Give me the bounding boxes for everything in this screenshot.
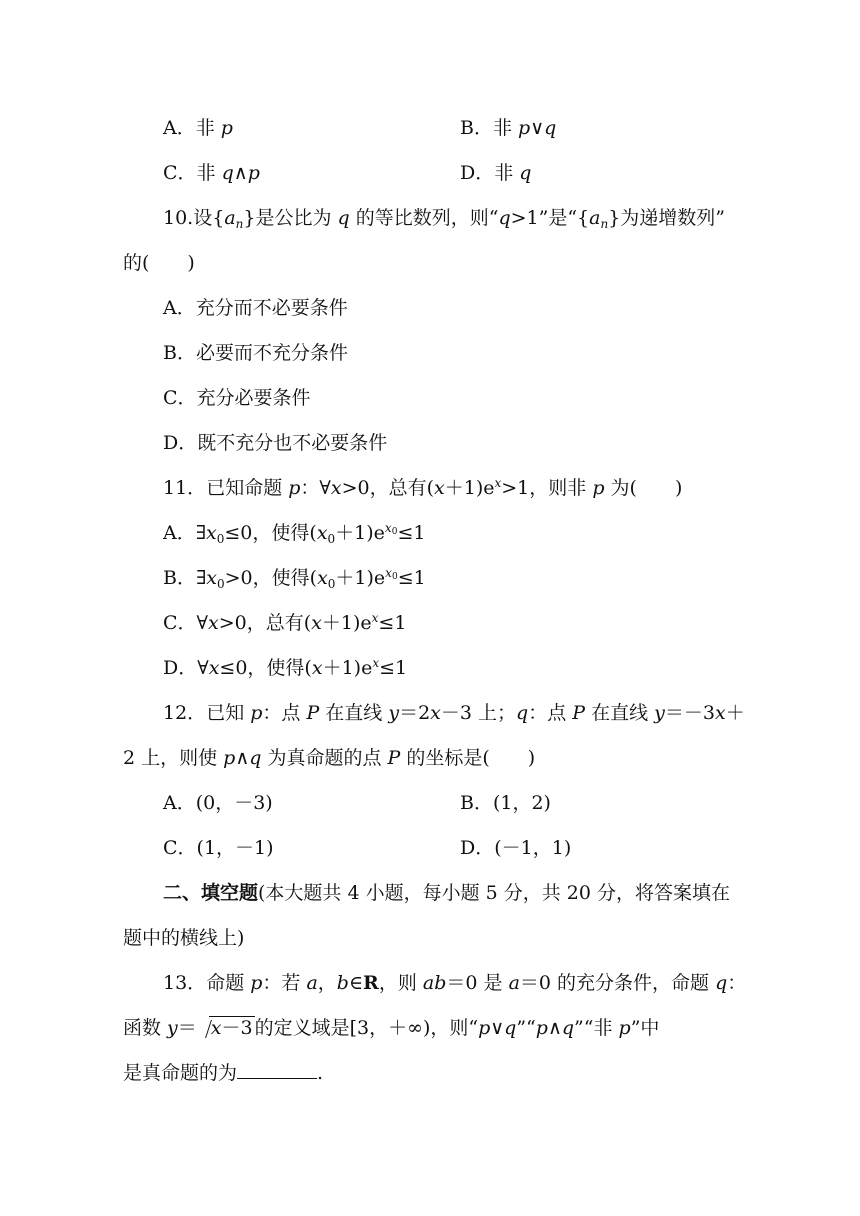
q9-option-c: C．非 q∧p bbox=[163, 162, 260, 184]
q9-option-d: D．非 q bbox=[460, 162, 532, 184]
question-number: 11． bbox=[163, 477, 207, 499]
q10-stem-line1: 10.设$\{a_n\}$是公比为 q 的等比数列，则“q>1”是“$\{a_n\}$为递增数列” bbox=[163, 207, 726, 231]
q11-stem: 11．已知命题 p：∀x>0，总有$(x+1)e^x>1$，则非 p 为( ) bbox=[163, 476, 683, 499]
q12-option-d: D．(－1，1) bbox=[460, 837, 572, 859]
option-label: A． bbox=[163, 117, 196, 139]
question-number: 10. bbox=[163, 207, 194, 229]
option-label: C． bbox=[163, 162, 197, 184]
q12-stem-line1: 12．已知 p：点 P 在直线 y＝2x－3 上；q：点 P 在直线 y＝－3x＋ bbox=[163, 702, 745, 724]
q13-stem-line2: 函数 y＝ x－3 的定义域是[3，＋∞)，则“p∨q”“p∧q”“非 p”中 bbox=[123, 1014, 659, 1042]
q10-option-b: B．必要而不充分条件 bbox=[163, 342, 348, 364]
q12-option-b: B．(1，2) bbox=[460, 792, 551, 814]
answer-blank[interactable] bbox=[237, 1060, 317, 1079]
q13-stem-line3: 是真命题的为 . bbox=[123, 1062, 324, 1084]
option-label: B． bbox=[460, 117, 493, 139]
q10-option-d: D．既不充分也不必要条件 bbox=[163, 432, 388, 454]
q11-option-c: C．∀x>0，总有$(x+1)e^x\le 1$ bbox=[163, 611, 407, 634]
q9-option-b: B．非 p∨q bbox=[460, 117, 557, 139]
section-title: 二、填空题 bbox=[163, 882, 259, 904]
q11-option-d: D．∀x≤0，使得$(x+1)e^x\le 1$ bbox=[163, 656, 408, 679]
question-number: 12． bbox=[163, 702, 207, 724]
question-number: 13． bbox=[163, 972, 207, 994]
q12-stem-line2: 2 上，则使 p∧q 为真命题的点 P 的坐标是( ) bbox=[123, 747, 536, 769]
sqrt-radical: x－3 bbox=[197, 1014, 255, 1042]
q9-option-a: A．非 p bbox=[163, 117, 233, 139]
q10-option-a: A．充分而不必要条件 bbox=[163, 297, 348, 319]
q11-option-a: A．$\exists x_0\le 0$，使得$(x_0+1)e^{x0}\le 1$ bbox=[163, 521, 426, 546]
q12-option-c: C．(1，－1) bbox=[163, 837, 274, 859]
q10-option-c: C．充分必要条件 bbox=[163, 387, 311, 409]
section-heading: 二、填空题(本大题共 4 小题，每小题 5 分，共 20 分，将答案填在 bbox=[163, 882, 731, 904]
option-label: D． bbox=[460, 162, 495, 184]
q12-option-a: A．(0，－3) bbox=[163, 792, 273, 814]
q11-option-b: B．$\exists x_0>0$，使得$(x_0+1)e^{x0}\le 1$ bbox=[163, 566, 426, 591]
section-desc-line2: 题中的横线上) bbox=[123, 927, 245, 949]
q10-stem-line2: 的( ) bbox=[123, 252, 195, 274]
q13-stem-line1: 13．命题 p：若 a，b∈R，则 ab＝0 是 a＝0 的充分条件，命题 q： bbox=[163, 972, 747, 994]
